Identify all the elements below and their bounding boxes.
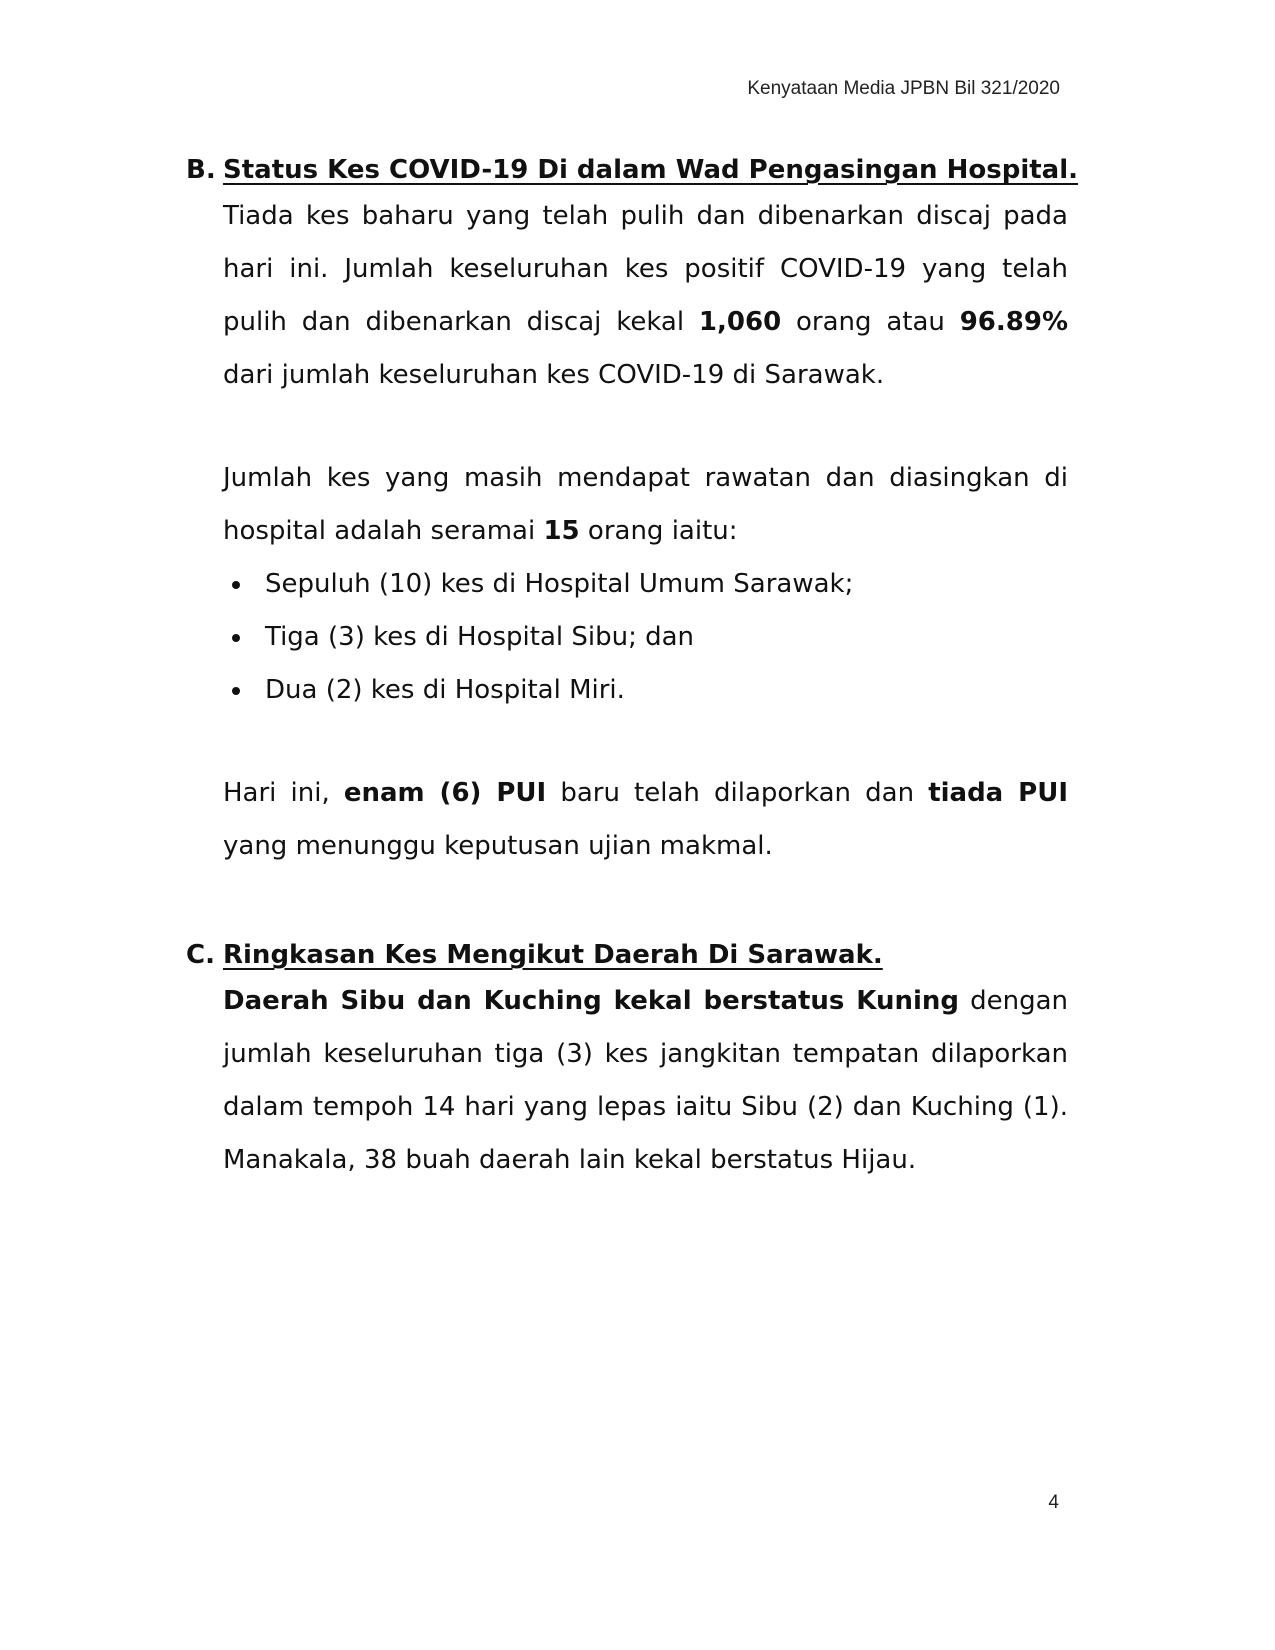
hospital-list xyxy=(223,558,1068,717)
recovery-text-2: orang atau xyxy=(781,307,960,337)
district-text: dengan jumlah keseluruhan tiga (3) kes jangkitan tempatan dilaporkan dalam tempoh 14 hari yang lepas iaitu Sibu (2) dan Kuching (1). Manakala, 38 buah daerah lain kekal berstatus Hijau. xyxy=(223,986,1068,1175)
section-c xyxy=(186,935,1066,1187)
recovered-count: 1,060 xyxy=(698,307,782,337)
list-item: Tiga (3) kes di Hospital Sibu; dan xyxy=(223,611,1068,664)
district-status-bold: Daerah Sibu dan Kuching kekal berstatus Kuning xyxy=(223,986,960,1016)
section-c-title: Ringkasan Kes Mengikut Daerah Di Sarawak. xyxy=(223,940,883,970)
recovery-percentage: 96.89% xyxy=(959,307,1069,337)
pui-paragraph xyxy=(223,767,1068,873)
recovery-text-1: Tiada kes baharu yang telah pulih dan dibenarkan discaj pada hari ini. Jumlah keseluruhan kes positif COVID-19 yang telah pulih dan dibenarkan discaj kekal xyxy=(223,201,1068,337)
section-c-letter: C. xyxy=(186,940,215,970)
section-b-heading xyxy=(186,150,1079,190)
recovery-text-3: dari jumlah keseluruhan kes COVID-19 di Sarawak. xyxy=(223,360,885,390)
treatment-paragraph xyxy=(223,452,1068,558)
district-paragraph xyxy=(223,975,1068,1187)
page-header: Kenyataan Media JPBN Bil 321/2020 xyxy=(747,78,1060,99)
pui-pending: tiada PUI xyxy=(928,778,1068,808)
pui-text-1: Hari ini, xyxy=(223,778,344,808)
section-b-title: Status Kes COVID-19 Di dalam Wad Pengasingan Hospital. xyxy=(223,155,1079,185)
recovery-paragraph xyxy=(223,190,1068,402)
pui-new-count: enam (6) PUI xyxy=(343,778,547,808)
treatment-count: 15 xyxy=(543,516,580,546)
list-item: Sepuluh (10) kes di Hospital Umum Sarawak; xyxy=(223,558,1068,611)
section-c-heading xyxy=(186,935,1066,975)
pui-text-2: baru telah dilaporkan dan xyxy=(546,778,929,808)
section-b-letter: B. xyxy=(186,155,216,185)
treatment-text-2: orang iaitu: xyxy=(579,516,738,546)
list-item: Dua (2) kes di Hospital Miri. xyxy=(223,664,1068,717)
pui-text-3: yang menunggu keputusan ujian makmal. xyxy=(223,831,773,861)
page-number: 4 xyxy=(1048,1492,1059,1513)
treatment-text-1: Jumlah kes yang masih mendapat rawatan dan diasingkan di hospital adalah seramai xyxy=(223,463,1068,546)
section-b xyxy=(186,150,1079,873)
